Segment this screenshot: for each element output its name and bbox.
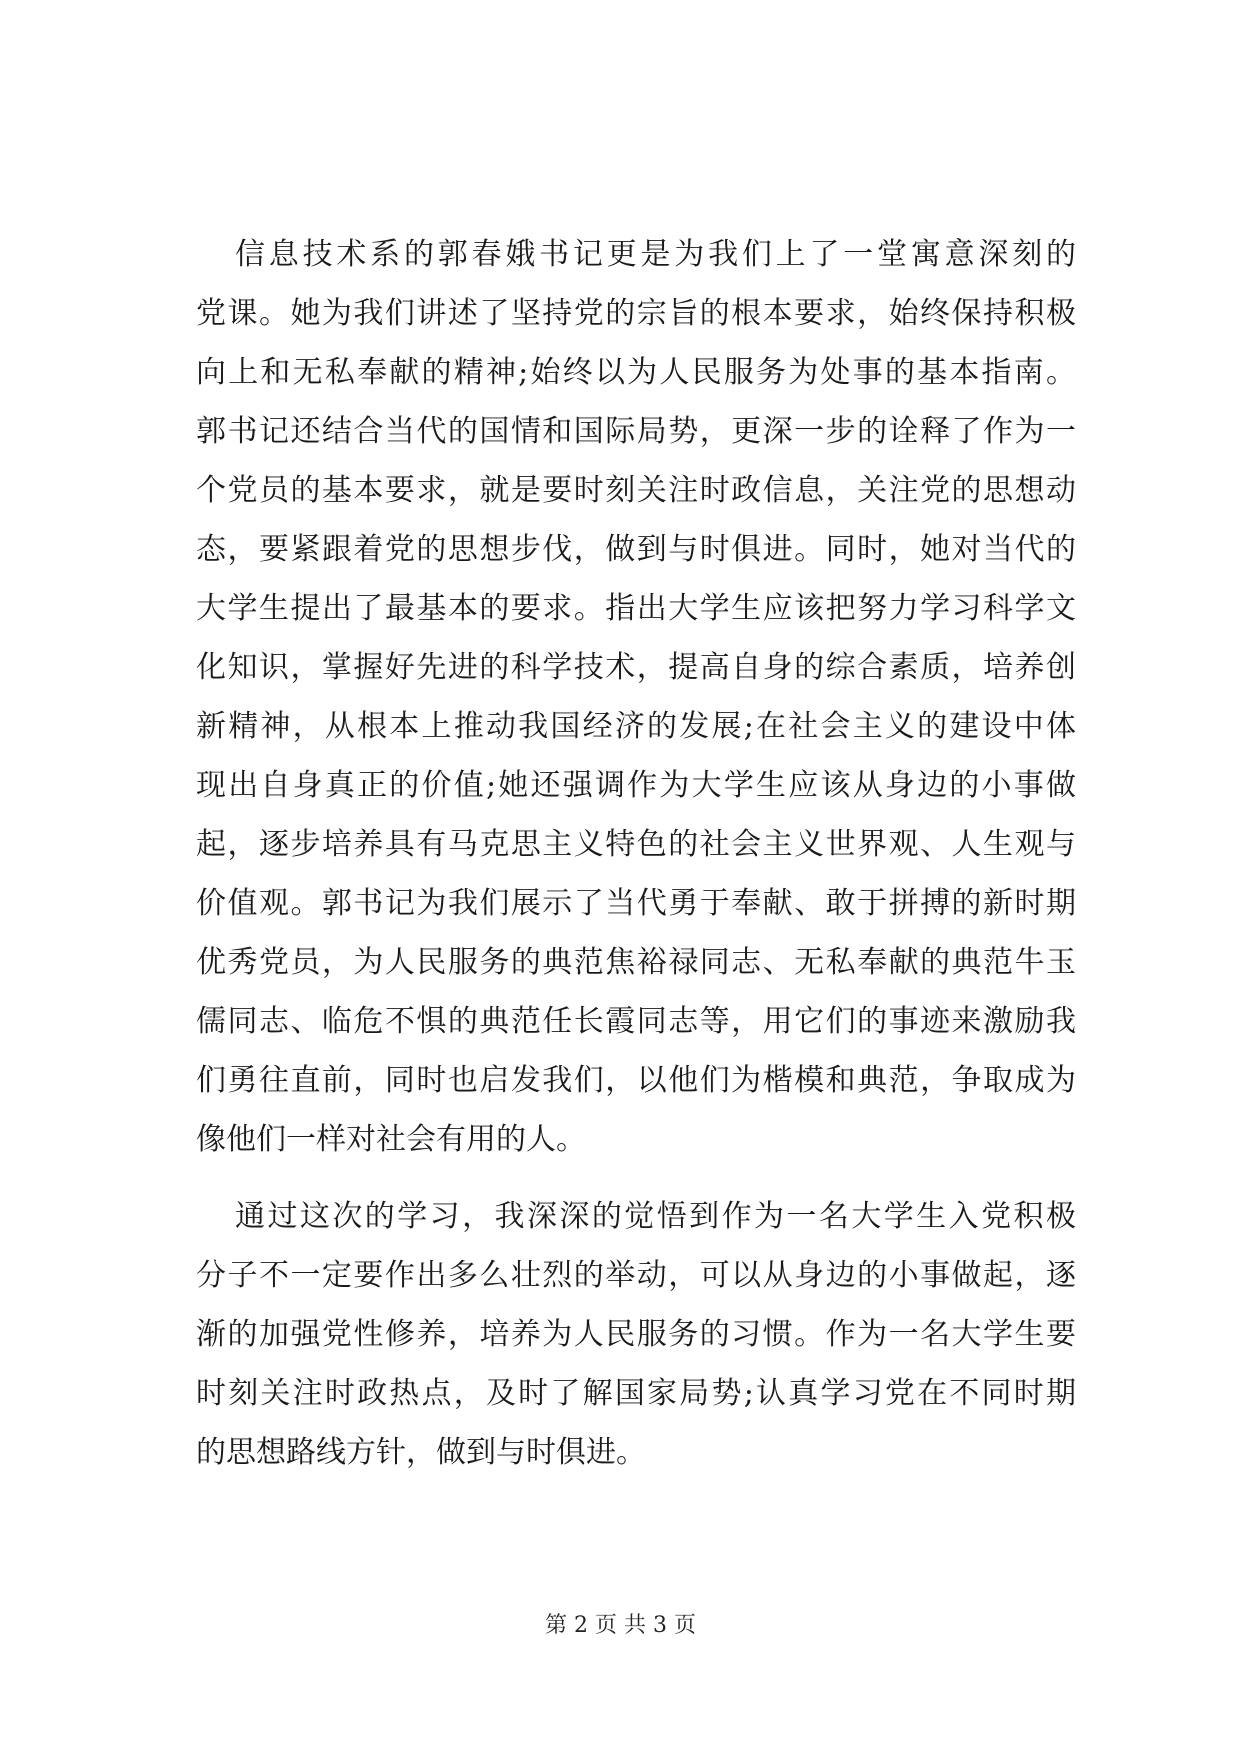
paragraph-1 <box>196 225 1076 1169</box>
body-text <box>196 225 1076 1482</box>
paragraph-line: 新精神，从根本上推动我国经济的发展;在社会主义的建设中体 <box>196 709 1076 744</box>
paragraph-line: 的思想路线方针，做到与时俱进。 <box>196 1435 646 1470</box>
paragraph-spacing <box>196 1169 1076 1187</box>
paragraph-line: 向上和无私奉献的精神;始终以为人民服务为处事的基本指南。 <box>196 355 1076 390</box>
paragraph-line: 个党员的基本要求，就是要时刻关注时政信息，关注党的思想动 <box>196 473 1076 508</box>
paragraph-line: 优秀党员，为人民服务的典范焦裕禄同志、无私奉献的典范牛玉 <box>196 945 1076 980</box>
paragraph-line: 现出自身真正的价值;她还强调作为大学生应该从身边的小事做 <box>196 768 1076 803</box>
paragraph-2 <box>196 1187 1076 1482</box>
paragraph-line: 态，要紧跟着党的思想步伐，做到与时俱进。同时，她对当代的 <box>196 532 1076 567</box>
paragraph-line: 信息技术系的郭春娥书记更是为我们上了一堂寓意深刻的 <box>235 237 1076 272</box>
paragraph-line: 郭书记还结合当代的国情和国际局势，更深一步的诠释了作为一 <box>196 414 1076 449</box>
page-number-footer: 第 2 页 共 3 页 <box>545 1613 696 1638</box>
paragraph-line: 像他们一样对社会有用的人。 <box>196 1122 586 1157</box>
paragraph-line: 分子不一定要作出多么壮烈的举动，可以从身边的小事做起，逐 <box>196 1258 1076 1293</box>
paragraph-line: 起，逐步培养具有马克思主义特色的社会主义世界观、人生观与 <box>196 827 1076 862</box>
paragraph-line: 大学生提出了最基本的要求。指出大学生应该把努力学习科学文 <box>196 591 1076 626</box>
paragraph-line: 儒同志、临危不惧的典范任长霞同志等，用它们的事迹来激励我 <box>196 1004 1076 1039</box>
paragraph-line: 党课。她为我们讲述了坚持党的宗旨的根本要求，始终保持积极 <box>196 296 1076 331</box>
paragraph-line: 们勇往直前，同时也启发我们，以他们为楷模和典范，争取成为 <box>196 1063 1076 1098</box>
paragraph-line: 价值观。郭书记为我们展示了当代勇于奉献、敢于拼搏的新时期 <box>196 886 1076 921</box>
paragraph-line: 时刻关注时政热点，及时了解国家局势;认真学习党在不同时期 <box>196 1376 1076 1411</box>
paragraph-line: 通过这次的学习，我深深的觉悟到作为一名大学生入党积极 <box>235 1199 1076 1234</box>
paragraph-line: 化知识，掌握好先进的科学技术，提高自身的综合素质，培养创 <box>196 650 1076 685</box>
paragraph-line: 渐的加强党性修养，培养为人民服务的习惯。作为一名大学生要 <box>196 1317 1076 1352</box>
